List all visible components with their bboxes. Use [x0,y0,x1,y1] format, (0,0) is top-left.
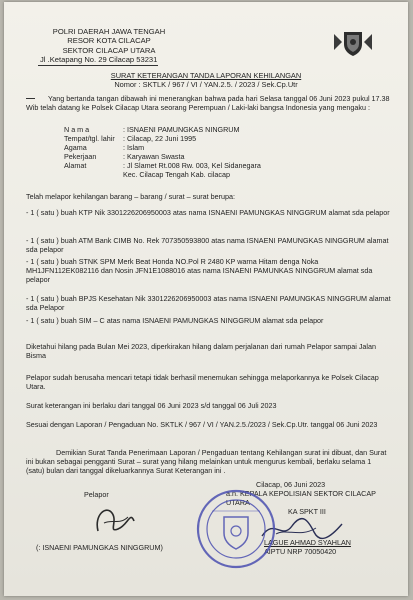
letterhead [34,27,184,66]
official-stamp-icon [194,487,278,571]
letterhead-line-1: POLRI DAERAH JAWA TENGAH [52,27,166,36]
title-main: SURAT KETERANGAN TANDA LAPORAN KEHILANGAN [110,71,302,80]
lost-items-intro: Telah melapor kehilangan barang – barang / surat – surat berupa: [26,192,235,201]
lost-item: - 1 ( satu ) buah STNK SPM Merk Beat Honda NO.Pol R 2480 KP warna Hitam denga Noka MH1JFN112EK082116 dan Nosin JFN1E1088016 atas nama ISNAENI PAMUNKAS NINGGRUM alamat sda pelapor [26,257,373,284]
reporter-label: Pelapor [84,490,109,499]
reporter-signature-block [36,490,163,552]
sign-place-date: Cilacap, 06 Juni 2023 [256,480,326,489]
officer-unit: KA SPKT III [288,507,326,516]
lost-location-paragraph: Diketahui hilang pada Bulan Mei 2023, diperkirakan hilang dalam perjalanan dari rumah Pelapor sampai Jalan Bisma [26,342,377,360]
title-number: Nomor : SKTLK / 967 / VI / YAN.2.5. / 2023 / Sek.Cp.Utr [114,80,298,90]
identity-row: N a m a : ISNAENI PAMUNGKAS NINGRUM [64,125,240,134]
lost-item: - 1 ( satu ) buah SIM – C atas nama ISNAENI PAMUNGKAS NINGGRUM alamat sda pelapor [26,316,324,325]
reporter-handwritten-signature-icon [90,503,140,537]
search-result-paragraph: Pelapor sudah berusaha mencari tetapi tidak berhasil menemukan sehingga melaporkannya ke Polsek Cilacap Utara. [26,373,379,391]
officer-rank: AIPTU NRP 70050420 [264,547,337,556]
closing-paragraph: Demikian Surat Tanda Penerimaan Laporan / Pengaduan tentang Kehilangan surat ini dibuat, dan Surat ini bukan sebagai pengganti Surat – surat yang hilang melainkan untuk mengurus kembali, berlaku selama 1 (satu) bulan dari tanggal dikeluarkannya Surat Keterangan ini . [26,448,387,475]
identity-row: Pekerjaan : Karyawan Swasta [64,152,185,161]
lost-item: - 1 ( satu ) buah ATM Bank CIMB No. Rek 707350593800 atas nama ISNAENI PAMUNGKAS NINGGRUM alamat sda pelapor [26,236,389,254]
document-title [4,71,408,90]
identity-row: Kec. Cilacap Tengah Kab. cilacap [123,170,230,179]
lost-item: - 1 ( satu ) buah BPJS Kesehatan Nik 3301226206950003 atas nama ISNAENI PAMUNGKAS NINGGRUM alamat sda Pelapor [26,294,391,312]
letterhead-address: Jl .Ketapang No. 29 Cilacap 53231 [40,54,158,64]
report-reference-paragraph: Sesuai dengan Laporan / Pengaduan No. SKTLK / 967 / VI / YAN.2.5./2023 / Sek.Cp.Utr. tanggal 06 Juni 2023 [26,420,378,429]
letterhead-line-3: SEKTOR CILACAP UTARA [62,45,156,55]
document-page [4,2,408,596]
officer-position: a.n. KEPALA KEPOLISIAN SEKTOR CILACAP UTARA [226,489,376,507]
letterhead-underline [38,65,158,66]
identity-row: Alamat : Jl Slamet Rt.008 Rw. 003, Kel Sidanegara [64,161,261,170]
validity-paragraph: Surat keterangan ini berlaku dari tanggal 06 Juni 2023 s/d tanggal 06 Juli 2023 [26,401,277,410]
identity-row: Agama : Islam [64,143,145,152]
opening-paragraph: Yang bertanda tangan dibawah ini menerangkan bahwa pada hari Selasa tanggal 06 Juni 2023 pukul 17.38 Wib telah datang ke Polsek Cilacap Utara seorang Perempuan / Laki-laki bangsa Indonesia yang mengaku : [26,94,390,112]
reporter-name: (: ISNAENI PAMUNGKAS NINGGRUM) [36,543,163,552]
dash-mark [26,98,35,99]
identity-row: Tempat/tgl. lahir : Cilacap, 22 Juni 1995 [64,134,197,143]
police-emblem-icon [330,28,376,58]
officer-name: LAGUE AHMAD SYAHLAN [264,538,351,547]
identity-block [64,125,384,179]
letterhead-line-2: RESOR KOTA CILACAP [67,36,151,46]
lost-item: - 1 ( satu ) buah KTP Nik 3301226206950003 atas nama ISNAENI PAMUNGKAS NINGGRUM alamat sda pelapor [26,208,390,217]
